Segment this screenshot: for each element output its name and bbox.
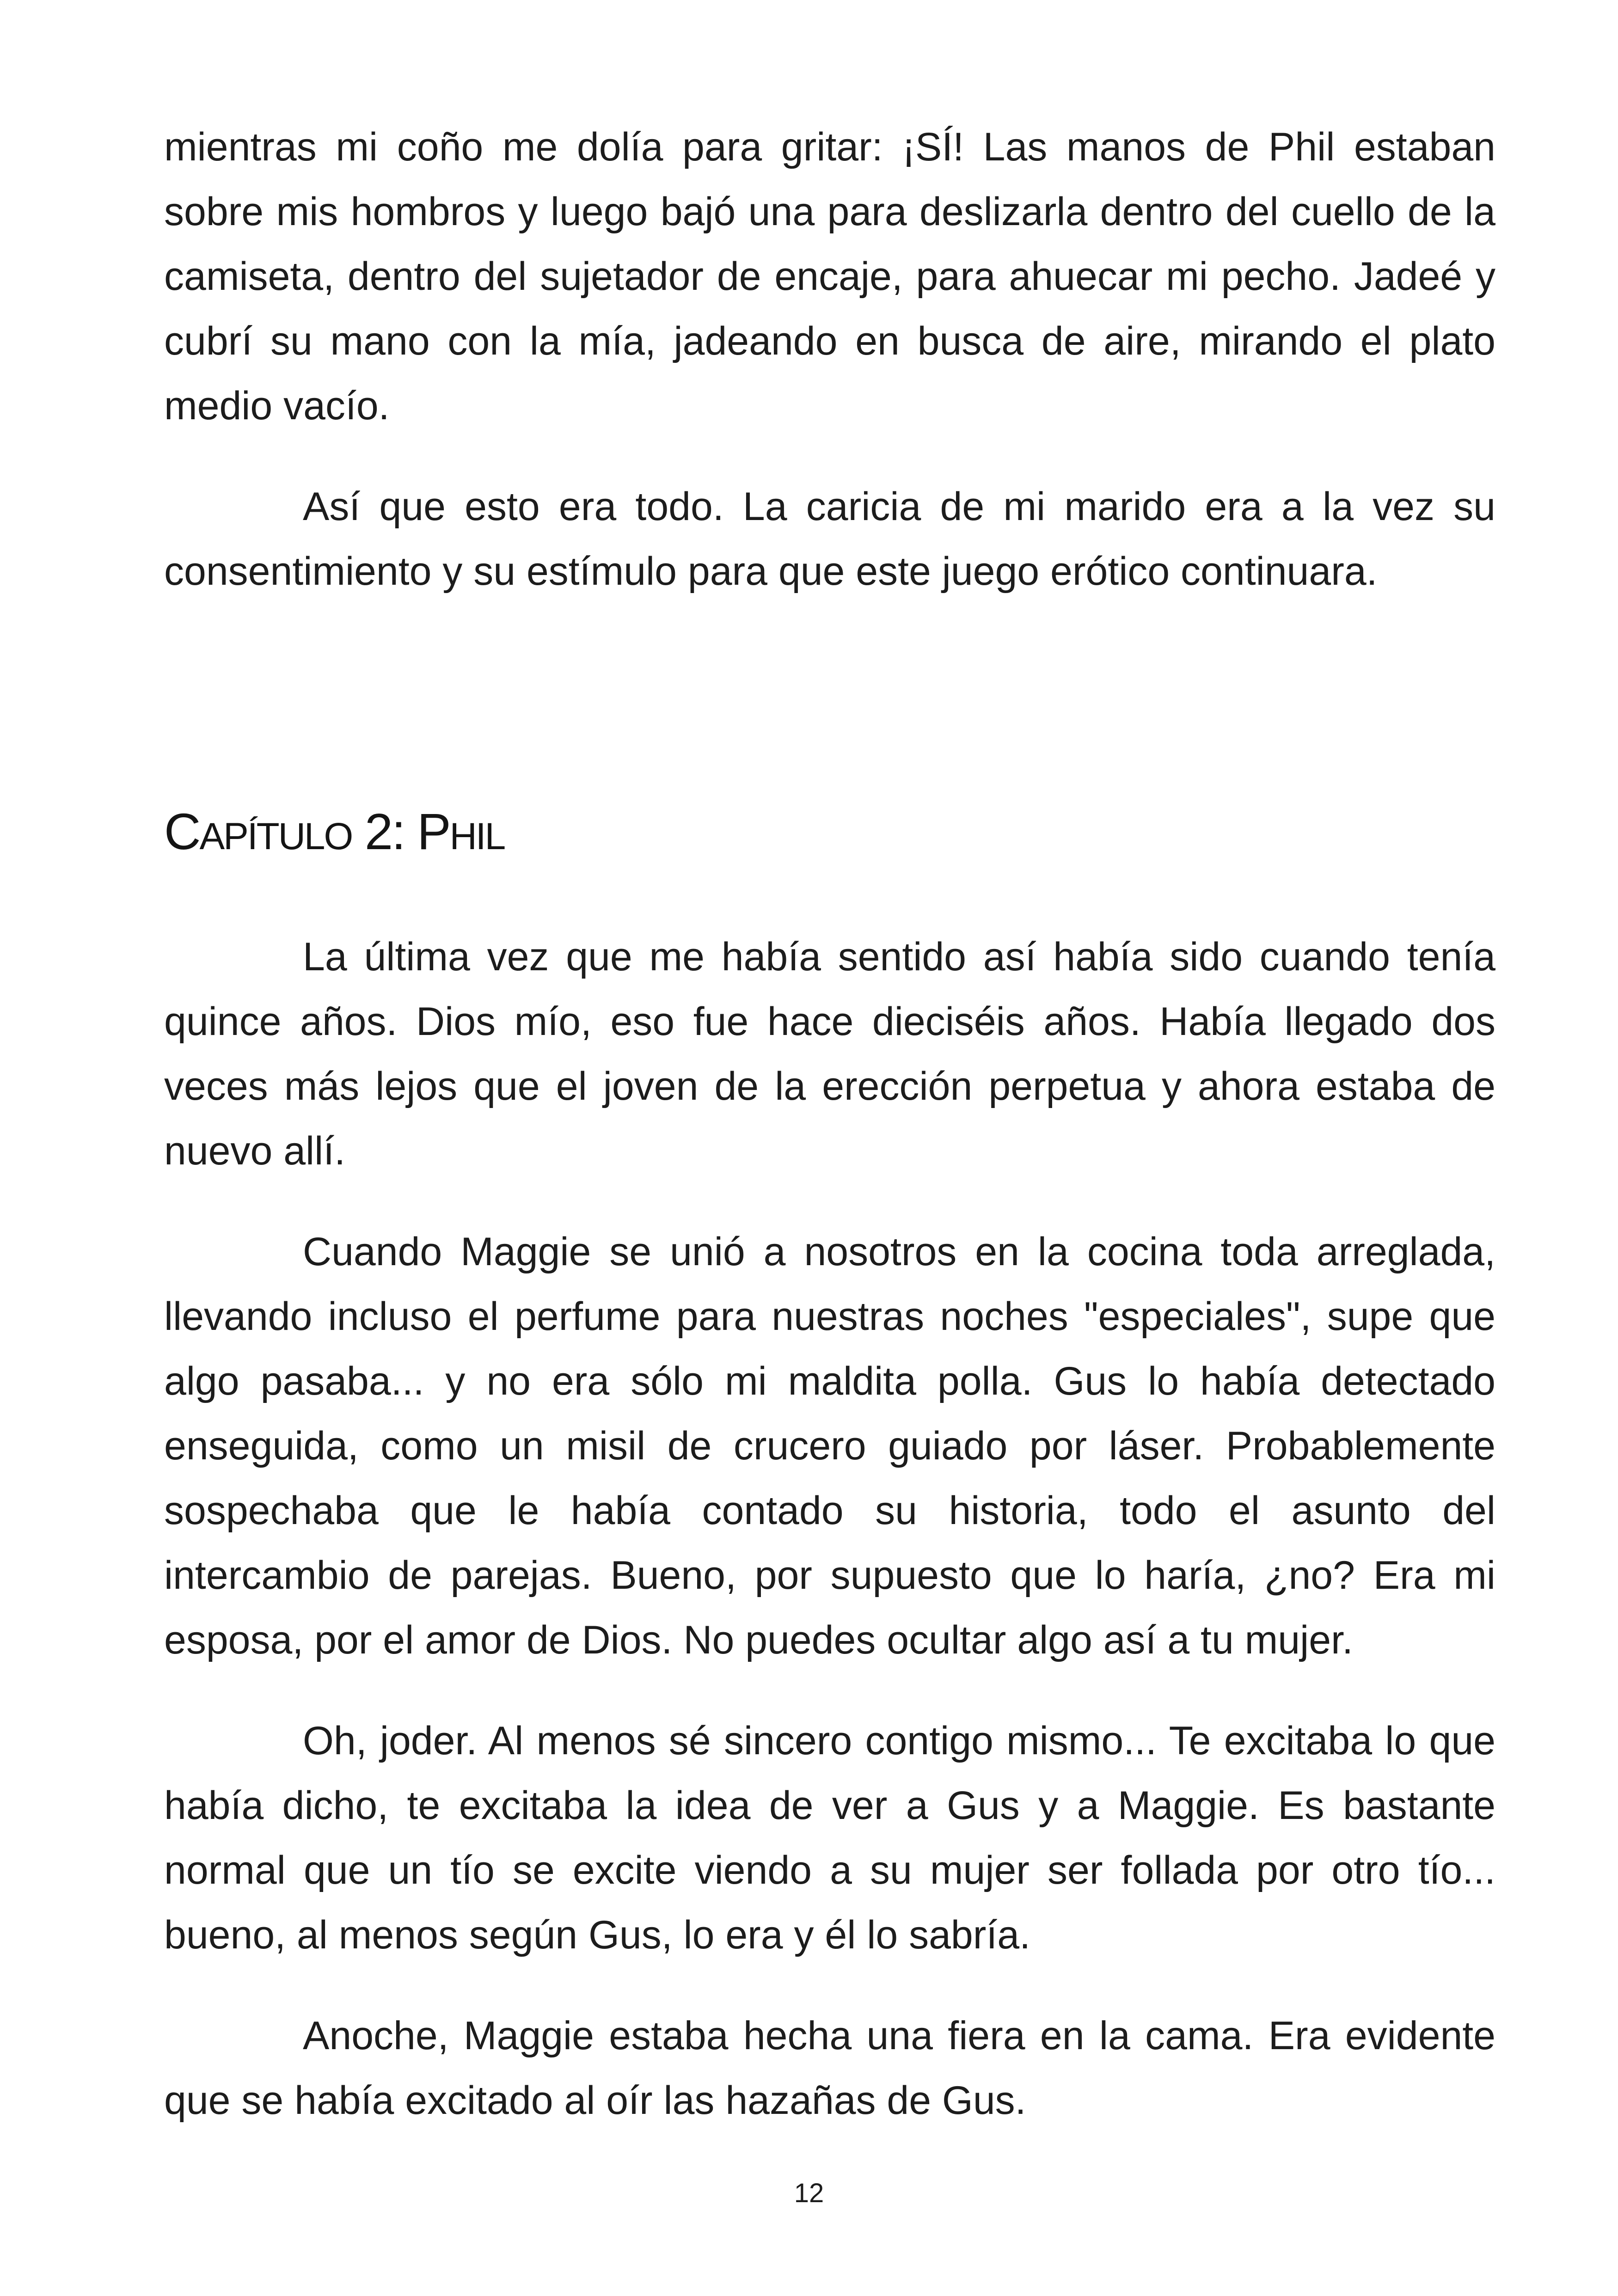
paragraph: Oh, joder. Al menos sé sincero contigo mismo... Te excitaba lo que había dicho, te excitaba la idea de ver a Gus y a Maggie. Es bastante normal que un tío se excite viendo a su mujer ser follada por otro tío... bueno, al menos según Gus, lo era y él lo sabría. — [164, 1719, 1495, 1957]
chapter-heading-part: C — [164, 803, 200, 860]
page-body-top — [164, 115, 1495, 604]
chapter-heading — [164, 800, 504, 869]
paragraph: Cuando Maggie se unió a nosotros en la cocina toda arreglada, llevando incluso el perfume para nuestras noches "especiales", supe que algo pasaba... y no era sólo mi maldita polla. Gus lo había detectado enseguida, como un misil de crucero guiado por láser. Probablemente sospechaba que le había contado su historia, todo el asunto del intercambio de parejas. Bueno, por supuesto que lo haría, ¿no? Era mi esposa, por el amor de Dios. No puedes ocultar algo así a tu mujer. — [164, 1230, 1495, 1662]
paragraph: Así que esto era todo. La caricia de mi marido era a la vez su consentimiento y su estímulo para que este juego erótico continuara. — [164, 484, 1495, 594]
page-number: 12 — [794, 2178, 824, 2208]
chapter-heading-part: 2: P — [352, 803, 450, 860]
page-body-bottom — [164, 925, 1495, 2133]
paragraph: La última vez que me había sentido así había sido cuando tenía quince años. Dios mío, eso fue hace dieciséis años. Había llegado dos veces más lejos que el joven de la erección perpetua y ahora estaba de nuevo allí. — [164, 935, 1495, 1173]
chapter-heading-part: HIL — [449, 815, 505, 857]
paragraph: Anoche, Maggie estaba hecha una fiera en la cama. Era evidente que se había excitado al oír las hazañas de Gus. — [164, 2014, 1495, 2123]
paragraph: mientras mi coño me dolía para gritar: ¡SÍ! Las manos de Phil estaban sobre mis hombros y luego bajó una para deslizarla dentro del cuello de la camiseta, dentro del sujetador de encaje, para ahuecar mi pecho. Jadeé y cubrí su mano con la mía, jadeando en busca de aire, mirando el plato medio vacío. — [164, 125, 1495, 428]
chapter-heading-part: APÍTULO — [199, 815, 352, 857]
